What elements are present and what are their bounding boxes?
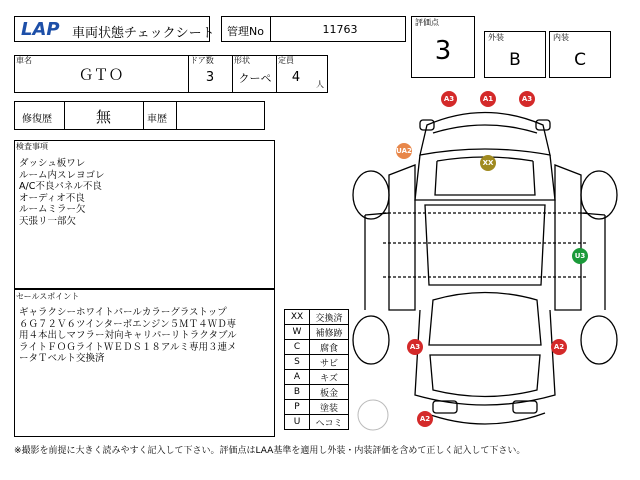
- legend-row: XX 交換済: [285, 310, 349, 325]
- capacity-value: 4: [291, 70, 301, 85]
- laa-logo: [20, 18, 66, 38]
- legend-row: P 塗装: [285, 400, 349, 415]
- shape-value: クーペ: [238, 72, 272, 85]
- repair-history-value: 無: [95, 108, 111, 126]
- inspection-item: 天張リ一部欠: [19, 215, 77, 227]
- sales-label: セールスポイント: [16, 292, 80, 301]
- sales-line: 用４本出しマフラー対向キャリパーリトラクタブル: [19, 330, 237, 341]
- sales-line: ６Ｇ７２Ｖ６ツインターボエンジン５ＭＴ４ＷＤ専: [19, 318, 237, 330]
- damage-marker: A3: [519, 91, 535, 107]
- damage-marker: A1: [480, 91, 496, 107]
- damage-marker: U3: [572, 248, 588, 264]
- mgmt-number: 11763: [322, 23, 358, 36]
- laa-logo-text: LAP: [21, 19, 60, 38]
- inspection-label: 検査事項: [16, 142, 48, 151]
- shape-label: 形状: [234, 56, 250, 65]
- footer-note: ※撮影を前提に大きく読みやすく記入して下さい。評価点はLAA基準を適用し外装・内装評価を含めて正しく記入して下さい。: [14, 446, 526, 456]
- inspection-list: [19, 158, 105, 227]
- sales-list: [19, 307, 275, 365]
- car-diagram: [345, 95, 625, 450]
- damage-marker: UA2: [396, 143, 412, 159]
- interior-value: C: [574, 50, 586, 70]
- damage-marker: XX: [480, 155, 496, 171]
- interior-label: 内装: [553, 33, 569, 42]
- damage-marker: A3: [407, 339, 423, 355]
- legend-row: B 板金: [285, 385, 349, 400]
- damage-marker: A3: [441, 91, 457, 107]
- damage-marker: A2: [551, 339, 567, 355]
- inspection-item: ルームミラー欠: [19, 204, 86, 215]
- car-name: ＧＴＯ: [78, 66, 124, 84]
- sales-line: ータＴベルト交換済: [19, 353, 105, 364]
- legend-row: C 腐食: [285, 340, 349, 355]
- score-label: 評価点: [415, 18, 439, 27]
- sales-line: ギャラクシーホワイトパールカラーグラストップ: [19, 307, 227, 318]
- capacity-label: 定員: [278, 56, 294, 65]
- legend-row: A キズ: [285, 370, 349, 385]
- sheet-title: 車両状態チェックシート: [72, 26, 215, 41]
- score-value: 3: [434, 36, 452, 66]
- damage-legend: [284, 309, 349, 430]
- doors-value: 3: [205, 70, 215, 85]
- legend-row: W 補修跡: [285, 325, 349, 340]
- vehicle-history-label: 車歴: [147, 114, 167, 125]
- doors-label: ドア数: [190, 56, 214, 65]
- mgmt-label: 管理No: [227, 25, 264, 38]
- exterior-label: 外装: [488, 33, 504, 42]
- damage-marker: A2: [417, 411, 433, 427]
- inspection-item: ルーム内スレヨゴレ: [19, 169, 105, 181]
- inspection-item: A/C不良パネル不良: [19, 181, 102, 192]
- sales-line: ライトＦＯＧライトＷＥＤＳ１８アルミ専用３連メ: [19, 341, 237, 353]
- car-name-label: 車名: [16, 56, 32, 65]
- exterior-value: B: [509, 50, 521, 70]
- repair-history-label: 修復歴: [22, 114, 52, 125]
- legend-row: U ヘコミ: [285, 415, 349, 430]
- capacity-unit: 人: [316, 80, 324, 89]
- inspection-item: ダッシュ板ワレ: [19, 158, 86, 169]
- legend-row: S サビ: [285, 355, 349, 370]
- inspection-item: オーディオ不良: [19, 192, 85, 204]
